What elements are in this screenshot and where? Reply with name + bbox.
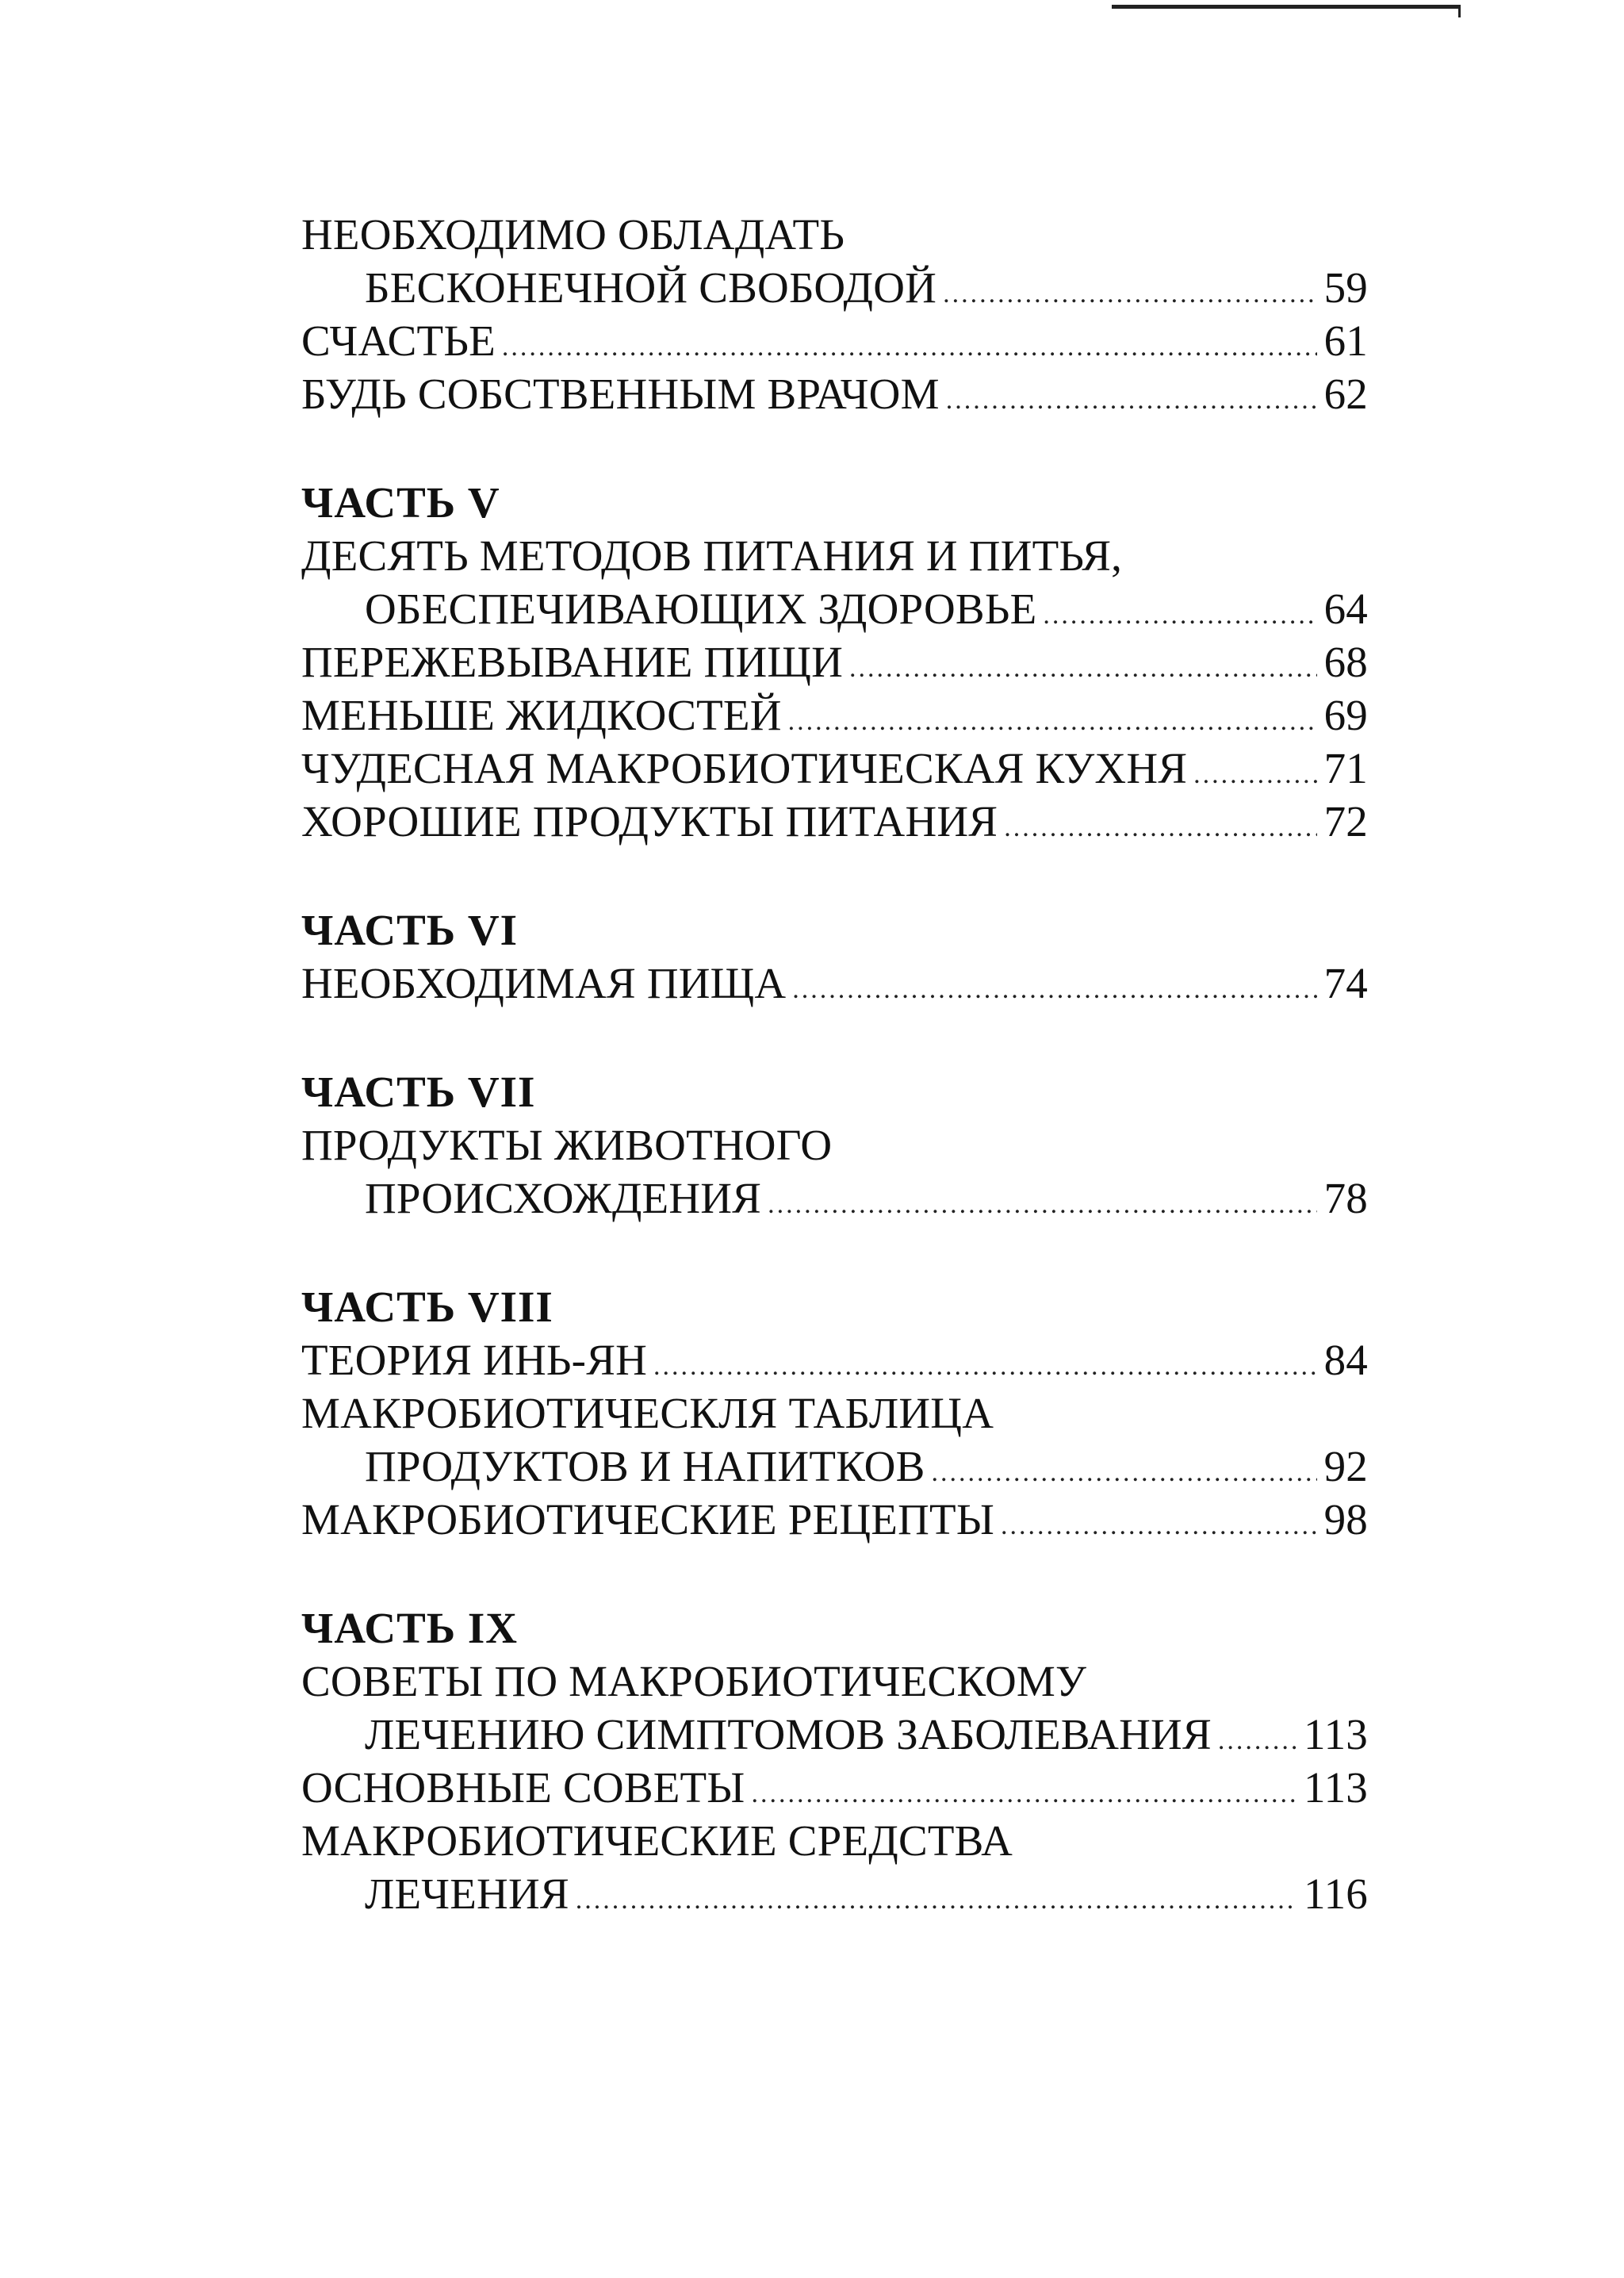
toc-entry-page: 64 (1323, 585, 1368, 633)
toc-entry-title: ЛЕЧЕНИЯ (365, 1870, 569, 1918)
section-gap (301, 420, 1368, 476)
toc-entry-page: 78 (1323, 1174, 1368, 1222)
toc-entry (301, 1118, 1368, 1172)
toc-entry-title: ОБЕСПЕЧИВАЮЩИХ ЗДОРОВЬЕ (365, 585, 1037, 633)
toc-entry-title: БЕСКОНЕЧНОЙ СВОБОДОЙ (365, 263, 937, 312)
table-of-contents (301, 208, 1368, 1920)
toc-entry-page: 69 (1323, 691, 1368, 739)
toc-entry-page: 113 (1303, 1763, 1368, 1812)
dot-leader (502, 320, 1317, 374)
toc-entry-page: 74 (1323, 959, 1368, 1007)
toc-entry-title: НЕОБХОДИМАЯ ПИЩА (301, 959, 787, 1007)
toc-entry-title: СОВЕТЫ ПО МАКРОБИОТИЧЕСКОМУ (301, 1657, 1087, 1705)
toc-entry (301, 957, 1368, 1010)
section-gap (301, 1010, 1368, 1065)
toc-entry (301, 795, 1368, 848)
toc-entry-page: 62 (1323, 370, 1368, 418)
toc-entry (301, 1386, 1368, 1440)
toc-entry (301, 1440, 1368, 1493)
toc-entry-page: 98 (1323, 1495, 1368, 1544)
toc-entry (301, 367, 1368, 420)
dot-leader (576, 1873, 1297, 1927)
toc-entry-title: ПЕРЕЖЕВЫВАНИЕ ПИЩИ (301, 638, 843, 686)
toc-entry (301, 1333, 1368, 1386)
toc-entry-page: 59 (1323, 263, 1368, 312)
dot-leader (1043, 589, 1317, 642)
toc-entry-page: 116 (1303, 1870, 1368, 1918)
part-heading: ЧАСТЬ V (301, 478, 500, 527)
toc-entry-title: МАКРОБИОТИЧЕСКИЕ СРЕДСТВА (301, 1816, 1013, 1865)
toc-entry-title: ТЕОРИЯ ИНЬ-ЯН (301, 1336, 647, 1384)
toc-entry (301, 1655, 1368, 1708)
toc-entry-title: БУДЬ СОБСТВЕННЫМ ВРАЧОМ (301, 370, 940, 418)
toc-entry (301, 529, 1368, 582)
toc-entry (301, 1761, 1368, 1814)
toc-entry-title: НЕОБХОДИМО ОБЛАДАТЬ (301, 210, 845, 259)
dot-leader (751, 1767, 1297, 1820)
part-heading: ЧАСТЬ IX (301, 1604, 518, 1652)
toc-entry (301, 261, 1368, 314)
toc-entry (301, 1814, 1368, 1867)
toc-entry (301, 1867, 1368, 1920)
section-gap (301, 1225, 1368, 1280)
part-heading: ЧАСТЬ VI (301, 906, 518, 954)
toc-entry-title: МАКРОБИОТИЧЕСКИЕ РЕЦЕПТЫ (301, 1495, 994, 1544)
toc-entry (301, 582, 1368, 635)
toc-entry (301, 208, 1368, 261)
toc-entry-page: 61 (1323, 316, 1368, 365)
top-edge-rule (1112, 5, 1459, 9)
toc-entry-title: ХОРОШИЕ ПРОДУКТЫ ПИТАНИЯ (301, 797, 998, 846)
toc-entry-title: СЧАСТЬЕ (301, 316, 496, 365)
toc-entry (301, 742, 1368, 795)
toc-entry-title: ПРОДУКТОВ И НАПИТКОВ (365, 1442, 925, 1490)
toc-entry-title: МАКРОБИОТИЧЕСКЛЯ ТАБЛИЦА (301, 1389, 994, 1437)
dot-leader (1001, 1499, 1317, 1552)
dot-leader (849, 642, 1317, 695)
dot-leader (1193, 748, 1317, 801)
toc-entry-page: 92 (1323, 1442, 1368, 1490)
dot-leader (768, 1178, 1317, 1231)
toc-entry (301, 1493, 1368, 1546)
toc-entry-title: МЕНЬШЕ ЖИДКОСТЕЙ (301, 691, 782, 739)
section-gap (301, 1546, 1368, 1601)
toc-entry-title: ОСНОВНЫЕ СОВЕТЫ (301, 1763, 745, 1812)
toc-entry-title: ЧУДЕСНАЯ МАКРОБИОТИЧЕСКАЯ КУХНЯ (301, 744, 1188, 792)
dot-leader (788, 695, 1317, 748)
toc-entry-title: ЛЕЧЕНИЮ СИМПТОМОВ ЗАБОЛЕВАНИЯ (365, 1710, 1212, 1758)
dot-leader (1218, 1714, 1297, 1767)
toc-entry-page: 84 (1323, 1336, 1368, 1384)
toc-entry (301, 1172, 1368, 1225)
toc-entry-page: 68 (1323, 638, 1368, 686)
dot-leader (931, 1446, 1317, 1499)
toc-entry (301, 1708, 1368, 1761)
toc-entry (301, 314, 1368, 367)
dot-leader (946, 374, 1317, 427)
toc-entry-title: ДЕСЯТЬ МЕТОДОВ ПИТАНИЯ И ПИТЬЯ, (301, 531, 1123, 580)
toc-entry-title: ПРОИСХОЖДЕНИЯ (365, 1174, 762, 1222)
toc-entry-page: 113 (1303, 1710, 1368, 1758)
toc-entry-page: 72 (1323, 797, 1368, 846)
section-gap (301, 848, 1368, 903)
dot-leader (653, 1340, 1317, 1393)
dot-leader (792, 963, 1317, 1016)
part-heading: ЧАСТЬ VII (301, 1068, 536, 1116)
part-heading: ЧАСТЬ VIII (301, 1283, 553, 1331)
dot-leader (1004, 801, 1317, 854)
toc-entry (301, 688, 1368, 742)
toc-entry-page: 71 (1323, 744, 1368, 792)
toc-entry-title: ПРОДУКТЫ ЖИВОТНОГО (301, 1121, 833, 1169)
toc-entry (301, 635, 1368, 688)
dot-leader (943, 267, 1317, 320)
